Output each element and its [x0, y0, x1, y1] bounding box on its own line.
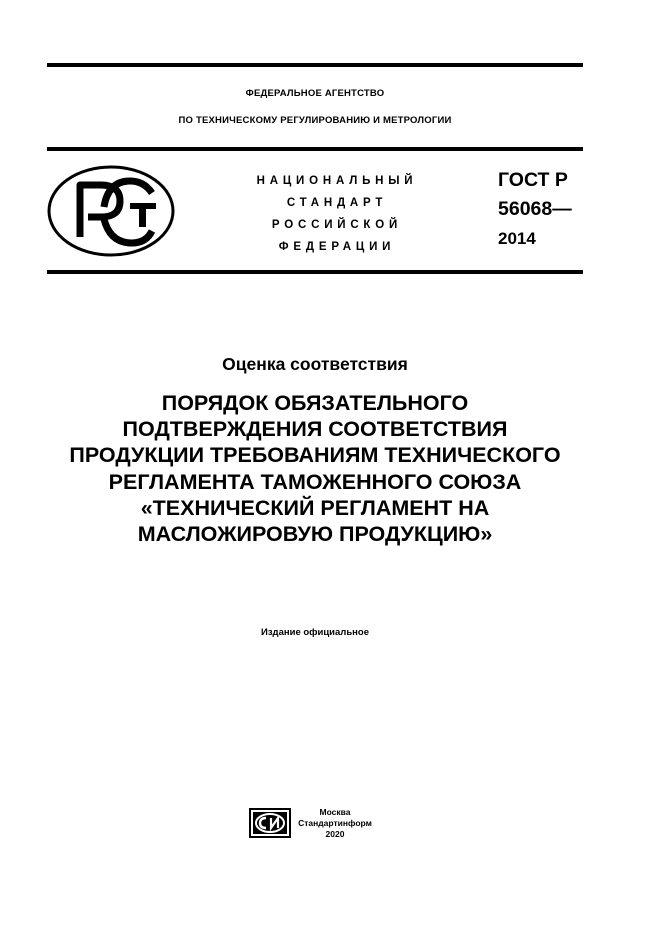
standard-code-line: 56068— — [498, 198, 572, 220]
standard-code-line: ГОСТ Р — [498, 169, 568, 191]
standartinform-logo-icon — [249, 808, 291, 838]
standard-code — [498, 166, 572, 253]
title-line: МАСЛОЖИРОВУЮ ПРОДУКЦИЮ» — [137, 522, 493, 547]
standard-type-line: ФЕДЕРАЦИИ — [278, 241, 396, 253]
publisher-info — [294, 807, 376, 840]
document-subtitle: Оценка соответствия — [222, 354, 408, 374]
agency-line-1: ФЕДЕРАЛЬНОЕ АГЕНТСТВО — [245, 88, 385, 99]
edition-label: Издание официальное — [261, 627, 369, 638]
top-rule — [47, 63, 583, 67]
title-line: ПОДТВЕРЖДЕНИЯ СООТВЕТСТВИЯ — [122, 417, 508, 442]
standard-code-line: 2014 — [498, 229, 536, 248]
title-line: РЕГЛАМЕНТА ТАМОЖЕННОГО СОЮЗА — [108, 469, 522, 494]
standard-type-line: НАЦИОНАЛЬНЫЙ — [256, 175, 418, 187]
standard-type — [228, 170, 446, 258]
publisher-name: Стандартинформ — [298, 818, 372, 828]
gost-r-certification-mark-icon — [46, 163, 176, 259]
document-title — [30, 390, 600, 547]
header-bottom-rule — [47, 270, 583, 274]
standard-type-line: РОССИЙСКОЙ — [271, 219, 403, 231]
title-line: «ТЕХНИЧЕСКИЙ РЕГЛАМЕНТ НА — [140, 495, 490, 520]
publisher-city: Москва — [319, 807, 351, 817]
agency-line-2: ПО ТЕХНИЧЕСКОМУ РЕГУЛИРОВАНИЮ И МЕТРОЛОГИИ — [178, 115, 452, 126]
publisher-year: 2020 — [325, 829, 345, 839]
title-line: ПОРЯДОК ОБЯЗАТЕЛЬНОГО — [161, 391, 469, 415]
title-line: ПРОДУКЦИИ ТРЕБОВАНИЯМ ТЕХНИЧЕСКОГО — [69, 443, 561, 468]
standard-type-line: СТАНДАРТ — [286, 197, 388, 209]
header-rule — [47, 147, 583, 151]
